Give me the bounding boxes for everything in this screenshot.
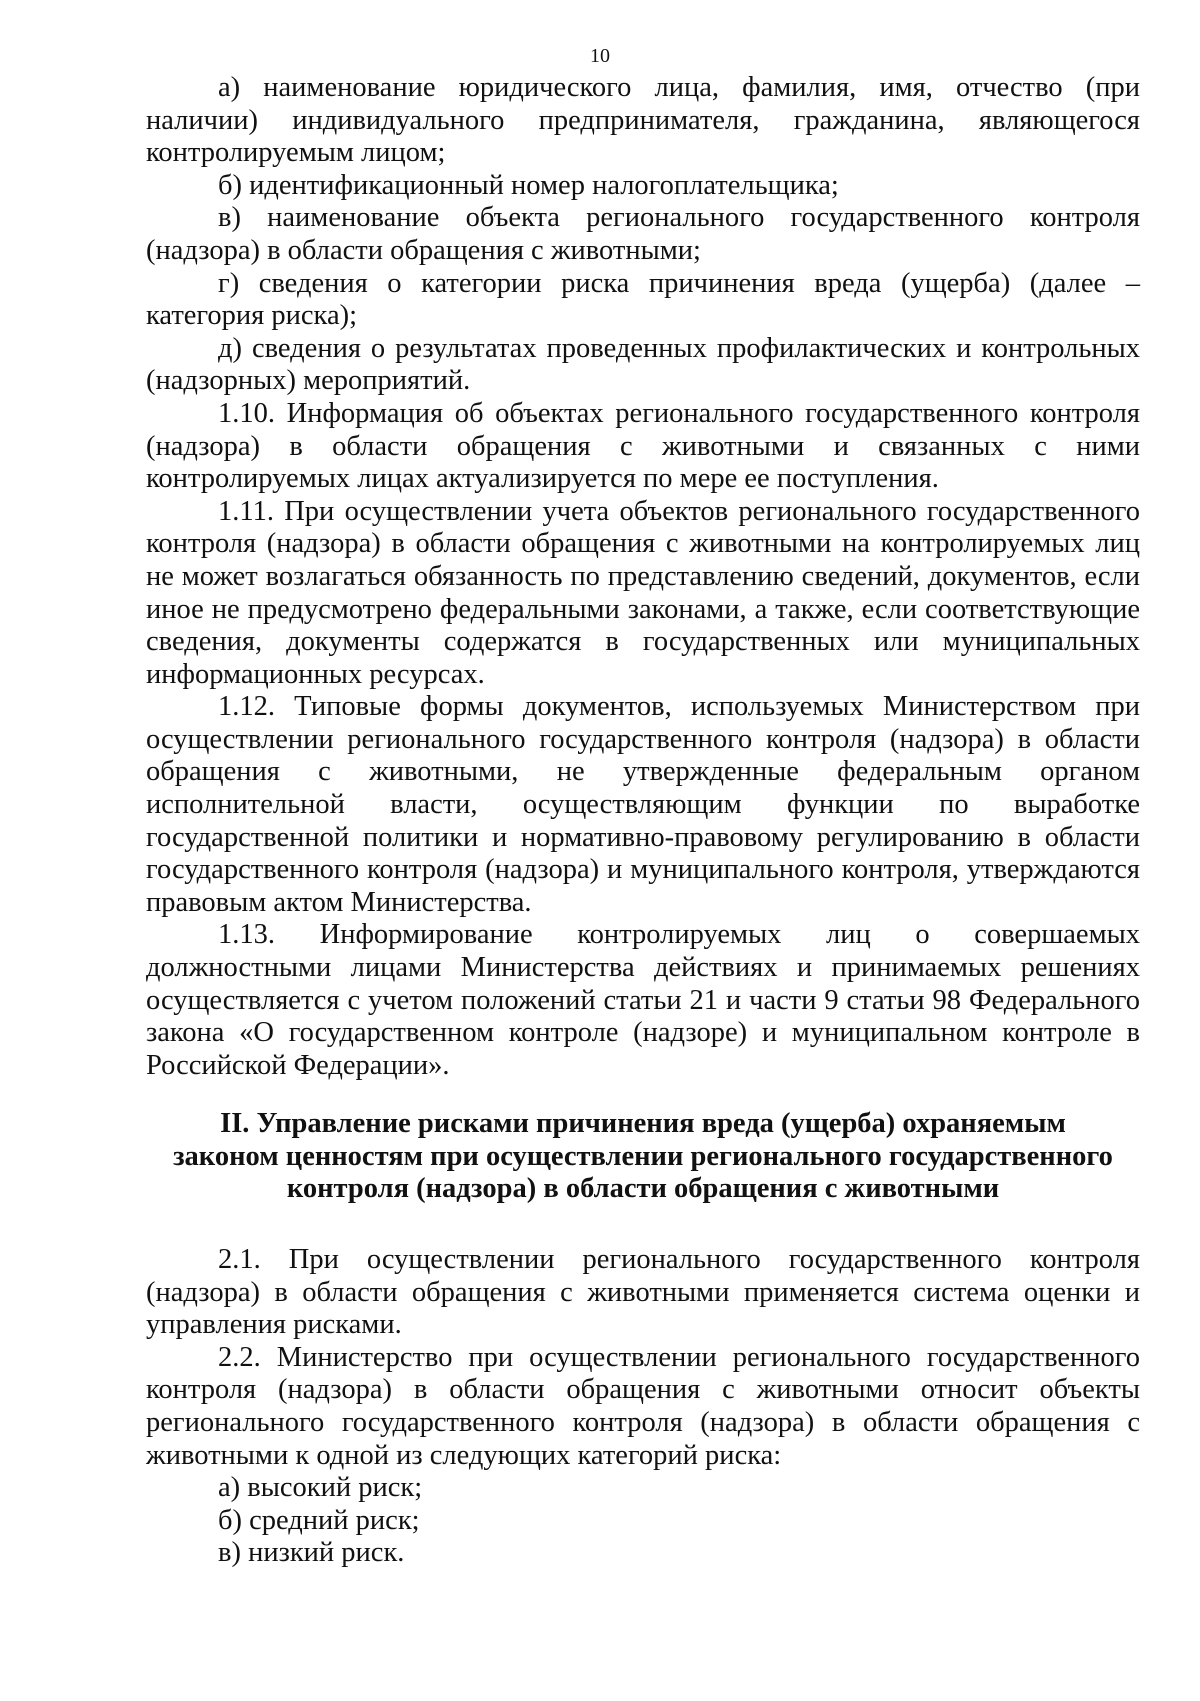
paragraph-2-1: 2.1. При осуществлении регионального государственного контроля (надзора) в области обращения с животными применяется система оценки и управления рисками. xyxy=(146,1244,1140,1341)
paragraph-2-2: 2.2. Министерство при осуществлении регионального государственного контроля (надзора) в области обращения с животными относит объекты регионального государственного контроля (надзора) в области обращения с животными к одной из следующих категорий риска: xyxy=(146,1341,1140,1471)
text-block-before-section xyxy=(146,72,1140,1082)
paragraph-item-b: б) идентификационный номер налогоплательщика; xyxy=(218,169,839,201)
paragraph-1-12: 1.12. Типовые формы документов, используемых Министерством при осуществлении регионального государственного контроля (надзора) в области обращения с животными, не утвержденные федеральным органом исполнительной власти, осуществляющим функции по выработке государственной политики и нормативно-правовому регулированию в области государственного контроля (надзора) и муниципального контроля, утверждаются правовым актом Министерства. xyxy=(146,691,1140,918)
paragraph-item-v: в) наименование объекта регионального государственного контроля (надзора) в области обращения с животными; xyxy=(146,202,1140,266)
risk-category-low: в) низкий риск. xyxy=(218,1537,405,1569)
risk-category-high: а) высокий риск; xyxy=(218,1472,423,1504)
risk-category-medium: б) средний риск; xyxy=(218,1504,420,1536)
paragraph-item-d: д) сведения о результатах проведенных профилактических и контрольных (надзорных) мероприятий. xyxy=(146,332,1140,397)
page-number: 10 xyxy=(590,45,610,67)
section-heading-line: контроля (надзора) в области обращения с животными xyxy=(286,1173,1000,1205)
text-block-after-section xyxy=(146,1244,1140,1570)
paragraph-1-10: 1.10. Информация об объектах регионального государственного контроля (надзора) в области обращения с животными и связанных с ними контролируемых лицах актуализируется по мере ее поступления. xyxy=(146,397,1140,495)
section-heading-line: законом ценностям при осуществлении регионального государственного xyxy=(173,1140,1113,1172)
section-heading-line: II. Управление рисками причинения вреда (ущерба) охраняемым xyxy=(220,1108,1066,1139)
section-heading xyxy=(146,1108,1140,1206)
paragraph-1-13: 1.13. Информирование контролируемых лиц о совершаемых должностными лицами Министерства действиях и принимаемых решениях осуществляется с учетом положений статьи 21 и части 9 статьи 98 Федерального закона «О государственном контроле (надзоре) и муниципальном контроле в Российской Федерации». xyxy=(146,919,1140,1081)
paragraph-item-g: г) сведения о категории риска причинения вреда (ущерба) (далее – категория риска); xyxy=(146,267,1140,332)
paragraph-1-11: 1.11. При осуществлении учета объектов регионального государственного контроля (надзора) в области обращения с животными на контролируемых лиц не может возлагаться обязанность по представлению сведений, документов, если иное не предусмотрено федеральными законами, а также, если соответствующие сведения, документы содержатся в государственных или муниципальных информационных ресурсах. xyxy=(146,495,1140,690)
paragraph-item-a: а) наименование юридического лица, фамилия, имя, отчество (при наличии) индивидуального предпринимателя, гражданина, являющегося контролируемым лицом; xyxy=(146,72,1140,169)
